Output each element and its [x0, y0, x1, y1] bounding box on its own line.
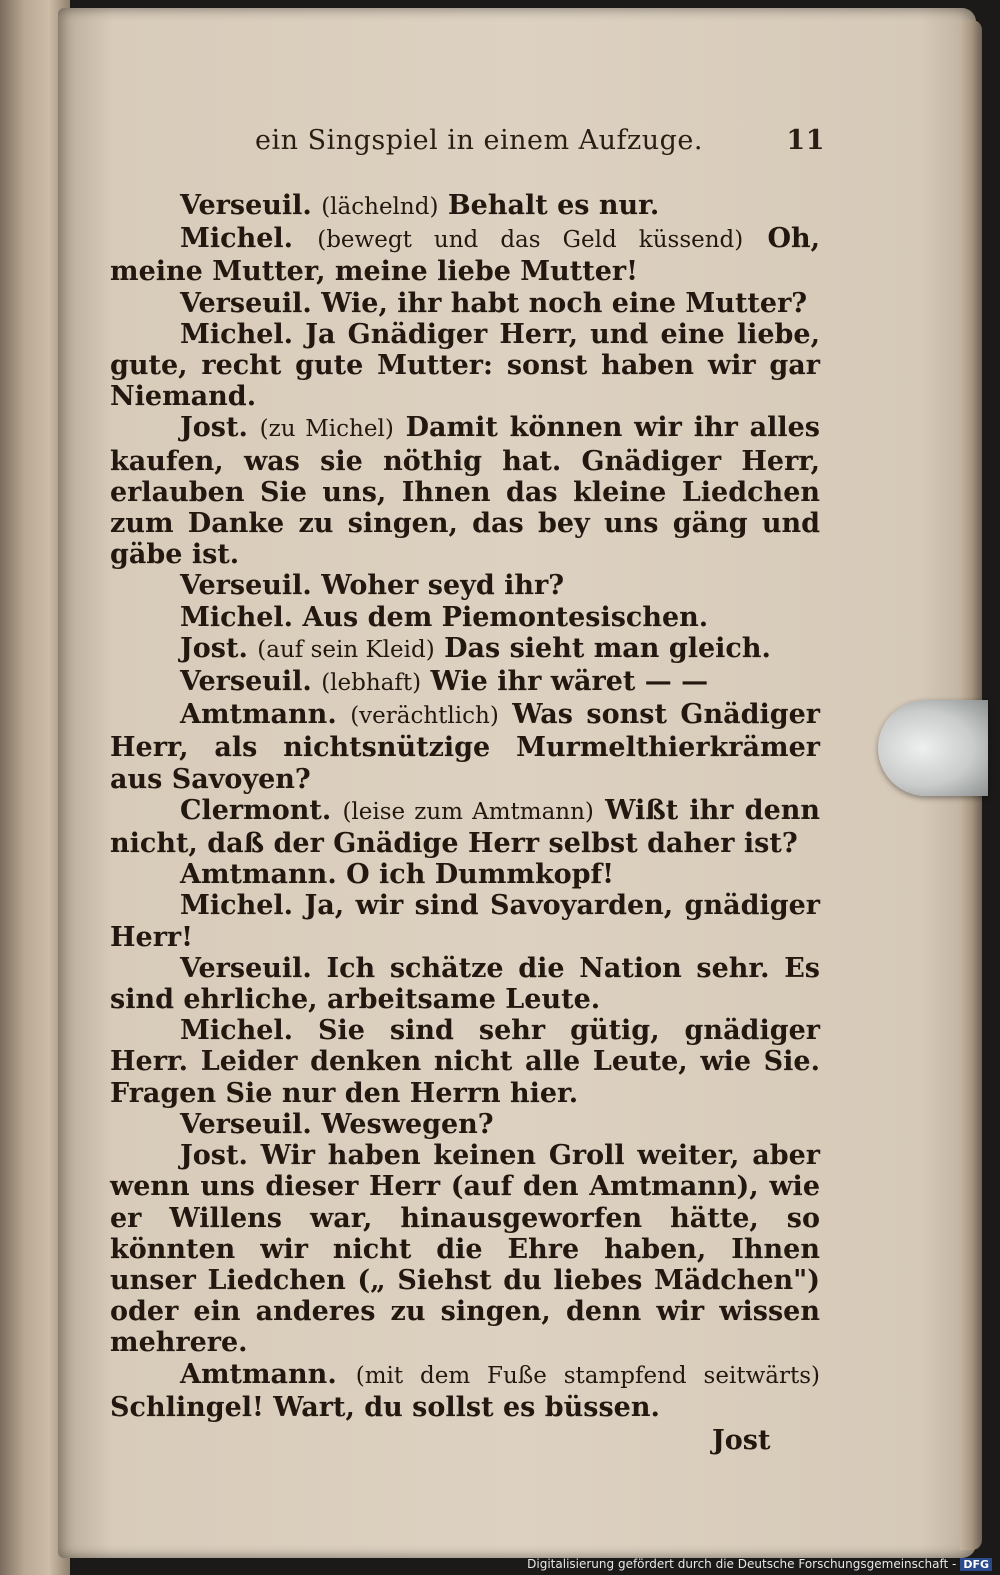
dialogue-text: Wie ihr wäret — —	[430, 666, 709, 698]
dialogue-text: Was sonst Gnädiger Herr, als nichtsnützige Murmelthierkrämer aus Savoyen?	[110, 699, 820, 795]
dialogue-paragraph	[110, 795, 820, 859]
dialogue-paragraph	[110, 1140, 820, 1358]
speaker-name: Verseuil.	[180, 1108, 312, 1140]
dialogue-text: Weswegen?	[321, 1108, 494, 1140]
stage-direction: (bewegt und das Geld küssend)	[317, 227, 744, 254]
dialogue-text: Aus dem Piemontesischen.	[302, 601, 709, 633]
dialogue-text: Das sieht man gleich.	[444, 632, 771, 664]
speaker-name: Verseuil.	[180, 952, 312, 984]
dialogue-text: Ja, wir sind Savoyarden, gnädiger Herr!	[110, 890, 820, 953]
speaker-name: Amtmann.	[180, 859, 337, 891]
speaker-name: Michel.	[180, 318, 294, 350]
speaker-name: Amtmann.	[180, 1358, 337, 1390]
dialogue-paragraph	[110, 570, 820, 601]
speaker-name: Michel.	[180, 601, 294, 633]
dialogue-text: Ja Gnädiger Herr, und eine liebe, gute, recht gute Mutter: sonst haben wir gar Niemand.	[110, 318, 820, 413]
dialogue-paragraph	[110, 319, 820, 413]
dialogue-paragraph	[110, 1359, 820, 1423]
speaker-name: Verseuil.	[180, 287, 312, 319]
dialogue-text: Schlingel! Wart, du sollst es büssen.	[110, 1391, 660, 1423]
dialogue-paragraph	[110, 602, 820, 633]
body-text	[110, 190, 820, 1423]
speaker-name: Jost.	[180, 1140, 248, 1172]
speaker-name: Clermont.	[180, 794, 332, 826]
dialogue-paragraph	[110, 288, 820, 319]
stage-direction: (lächelnd)	[321, 194, 439, 220]
dialogue-text: Woher seyd ihr?	[321, 570, 565, 602]
speaker-name: Michel.	[180, 1015, 294, 1047]
catchword: Jost	[712, 1425, 771, 1456]
dialogue-text: Damit können wir ihr alles kaufen, was sie nöthig hat. Gnädiger Herr, erlauben Sie uns, Ihnen das kleine Liedchen zum Danke zu singen, das bey uns gäng und gäbe ist.	[110, 412, 820, 571]
dialogue-paragraph	[110, 1109, 820, 1140]
dialogue-paragraph	[110, 890, 820, 952]
dialogue-text: Wie, ihr habt noch eine Mutter?	[321, 287, 808, 319]
dialogue-text: Oh, meine Mutter, meine liebe Mutter!	[110, 223, 820, 288]
speaker-name: Verseuil.	[180, 666, 312, 698]
dialogue-text: Sie sind sehr gütig, gnädiger Herr. Leider denken nicht alle Leute, wie Sie. Fragen Sie nur den Herrn hier.	[110, 1015, 820, 1109]
running-title: ein Singspiel in einem Aufzuge.	[255, 125, 703, 156]
dialogue-paragraph	[110, 223, 820, 287]
dialogue-text: Ich schätze die Nation sehr. Es sind ehrliche, arbeitsame Leute.	[110, 952, 820, 1016]
stage-direction: (zu Michel)	[259, 416, 394, 443]
dialogue-paragraph	[110, 190, 820, 223]
dialogue-text: Wißt ihr denn nicht, daß der Gnädige Herr selbst daher ist?	[110, 794, 821, 860]
dialogue-paragraph	[110, 633, 820, 666]
dialogue-paragraph	[110, 666, 820, 699]
dialogue-paragraph	[110, 699, 820, 795]
dialogue-text: Behalt es nur.	[447, 190, 660, 221]
dfg-logo: DFG	[960, 1558, 992, 1571]
stage-direction: (auf sein Kleid)	[257, 636, 435, 663]
speaker-name: Michel.	[180, 890, 294, 922]
stage-direction: (verächtlich)	[350, 703, 499, 730]
dialogue-text: Wir haben keinen Groll weiter, aber wenn uns dieser Herr (auf den Amtmann), wie er Willens war, hinausgeworfen hätte, so könnten wir nicht die Ehre haben, Ihnen unser Liedchen („ Siehst du liebes Mädchen") oder ein anderes zu singen, denn wir wissen mehrere.	[110, 1140, 820, 1359]
page-clip	[878, 700, 988, 796]
dialogue-paragraph	[110, 953, 820, 1015]
speaker-name: Michel.	[180, 223, 294, 255]
speaker-name: Jost.	[180, 412, 248, 444]
dialogue-paragraph	[110, 412, 820, 570]
speaker-name: Verseuil.	[180, 570, 312, 602]
speaker-name: Verseuil.	[180, 190, 312, 221]
speaker-name: Amtmann.	[180, 699, 337, 731]
dialogue-text: O ich Dummkopf!	[346, 859, 615, 891]
footer-text: Digitalisierung gefördert durch die Deutsche Forschungsgemeinschaft -	[527, 1557, 957, 1571]
dialogue-paragraph	[110, 1015, 820, 1109]
digitization-footer	[527, 1557, 992, 1571]
speaker-name: Jost.	[180, 632, 248, 664]
stage-direction: (mit dem Fuße stampfend seitwärts)	[355, 1362, 820, 1389]
stage-direction: (lebhaft)	[321, 670, 422, 697]
dialogue-paragraph	[110, 859, 820, 890]
page-number: 11	[786, 125, 825, 156]
stage-direction: (leise zum Amtmann)	[342, 798, 594, 825]
